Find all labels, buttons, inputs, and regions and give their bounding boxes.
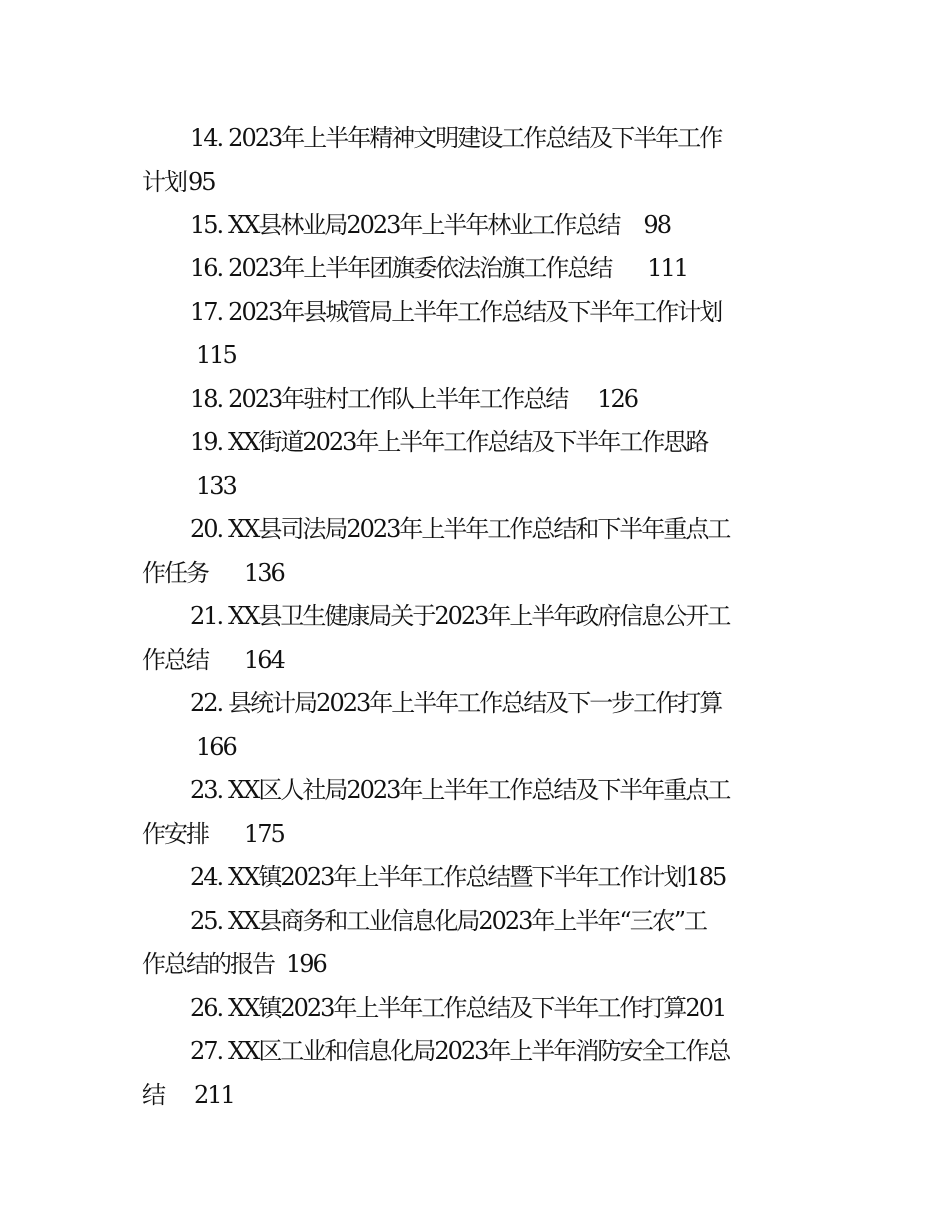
toc-entry-21-continued — [0, 640, 950, 680]
toc-entry-27-continued — [0, 1075, 950, 1115]
toc-entry-19-page-line — [0, 466, 950, 506]
toc-entry-26 — [0, 988, 950, 1028]
toc-entry-number: 21. — [190, 602, 223, 630]
toc-entry-25-continued — [0, 944, 950, 984]
toc-entry-14-continued — [0, 162, 950, 202]
toc-entry-title: 县统计局2023年上半年工作总结及下一步工作打算 — [228, 689, 722, 717]
toc-entry-title: XX区工业和信息化局2023年上半年消防安全工作总 — [228, 1037, 730, 1065]
toc-entry-page: 95 — [188, 168, 215, 196]
toc-entry-number: 19. — [190, 428, 223, 456]
toc-entry-page: 211 — [194, 1081, 234, 1109]
toc-entry-number: 15. — [190, 211, 223, 239]
toc-entry-19 — [0, 422, 950, 462]
toc-entry-22 — [0, 683, 950, 723]
toc-entry-title-continued: 作总结 — [142, 646, 208, 674]
toc-entry-title: XX县司法局2023年上半年工作总结和下半年重点工 — [228, 515, 730, 543]
toc-entry-page: 185 — [685, 863, 726, 891]
toc-entry-title: XX镇2023年上半年工作总结及下半年工作打算 — [228, 994, 686, 1022]
toc-entry-14 — [0, 118, 950, 158]
toc-entry-17-page-line — [0, 335, 950, 375]
toc-entry-22-page-line — [0, 727, 950, 767]
toc-entry-number: 24. — [190, 863, 223, 891]
toc-entry-23 — [0, 770, 950, 810]
toc-entry-20-continued — [0, 553, 950, 593]
toc-entry-number: 23. — [190, 776, 223, 804]
toc-entry-title: XX县商务和工业信息化局2023年上半年“三农”工 — [228, 907, 706, 935]
toc-entry-20 — [0, 509, 950, 549]
toc-entry-title-continued: 作安排 — [142, 820, 208, 848]
toc-entry-title: XX镇2023年上半年工作总结暨下半年工作计划 — [228, 863, 686, 891]
toc-entry-page: 175 — [244, 820, 284, 848]
toc-entry-page: 98 — [643, 211, 670, 239]
toc-entry-page: 133 — [196, 472, 236, 500]
toc-entry-page: 166 — [196, 733, 236, 761]
toc-entry-title: 2023年上半年团旗委依法治旗工作总结 — [228, 254, 612, 282]
toc-entry-number: 20. — [190, 515, 223, 543]
toc-entry-number: 26. — [190, 994, 223, 1022]
toc-entry-page: 111 — [647, 254, 688, 282]
toc-entry-page: 201 — [685, 994, 726, 1022]
toc-entry-title-continued: 作任务 — [142, 559, 208, 587]
toc-entry-title: XX街道2023年上半年工作总结及下半年工作思路 — [228, 428, 708, 456]
toc-entry-page: 126 — [597, 385, 638, 413]
toc-entry-title: 2023年县城管局上半年工作总结及下半年工作计划 — [228, 298, 722, 326]
toc-entry-title-continued: 结 — [142, 1081, 164, 1109]
toc-entry-number: 22. — [190, 689, 223, 717]
toc-entry-page: 196 — [286, 950, 326, 978]
toc-entry-16 — [0, 248, 950, 288]
toc-entry-title: XX区人社局2023年上半年工作总结及下半年重点工 — [228, 776, 730, 804]
toc-entry-page: 164 — [244, 646, 284, 674]
toc-entry-15 — [0, 205, 950, 245]
toc-entry-number: 27. — [190, 1037, 223, 1065]
toc-entry-number: 17. — [190, 298, 223, 326]
toc-entry-25 — [0, 901, 950, 941]
toc-entry-title-continued: 计划 — [142, 168, 186, 196]
toc-entry-title: XX县卫生健康局关于2023年上半年政府信息公开工 — [228, 602, 730, 630]
toc-entry-27 — [0, 1031, 950, 1071]
toc-entry-number: 18. — [190, 385, 223, 413]
toc-entry-23-continued — [0, 814, 950, 854]
toc-entry-17 — [0, 292, 950, 332]
toc-entry-number: 25. — [190, 907, 223, 935]
toc-entry-18 — [0, 379, 950, 419]
toc-entry-page: 136 — [244, 559, 284, 587]
toc-entry-number: 14. — [190, 124, 223, 152]
toc-entry-title: 2023年驻村工作队上半年工作总结 — [228, 385, 568, 413]
toc-entry-title-continued: 作总结的报告 — [142, 950, 274, 978]
toc-entry-title: 2023年上半年精神文明建设工作总结及下半年工作 — [228, 124, 722, 152]
toc-entry-24 — [0, 857, 950, 897]
toc-entry-number: 16. — [190, 254, 223, 282]
toc-entry-21 — [0, 596, 950, 636]
toc-entry-title: XX县林业局2023年上半年林业工作总结 — [228, 211, 620, 239]
toc-entry-page: 115 — [196, 341, 236, 369]
